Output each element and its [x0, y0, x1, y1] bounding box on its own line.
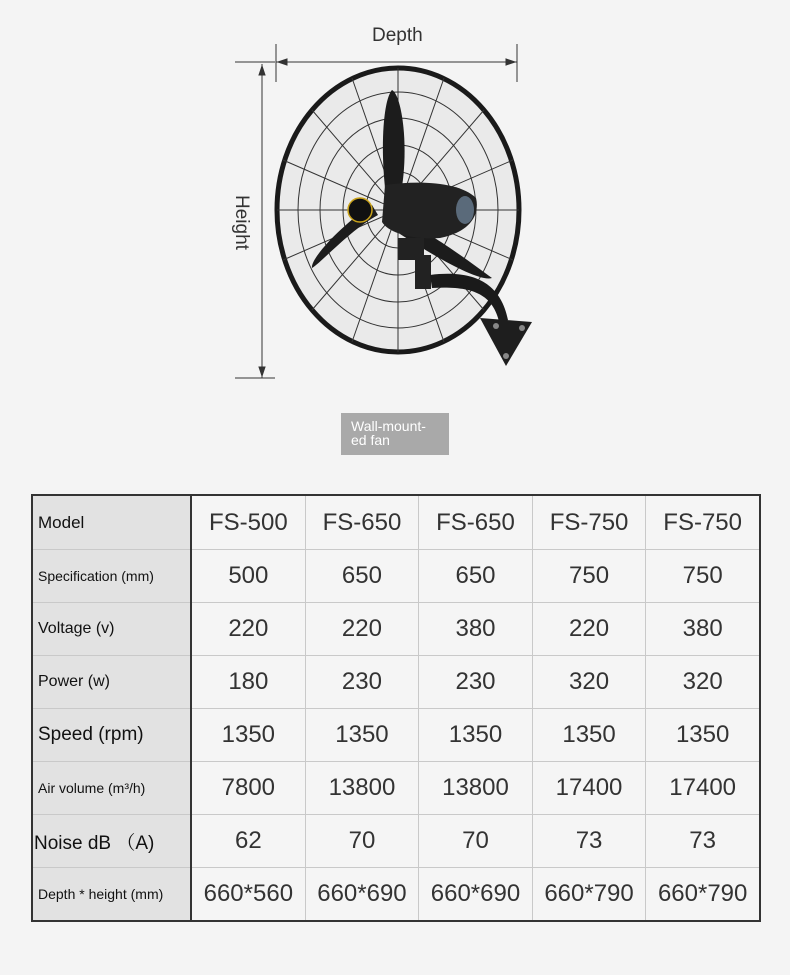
table-cell: 1350	[532, 709, 646, 762]
table-row	[32, 550, 760, 603]
table-cell: 650	[419, 550, 533, 603]
table-cell: 380	[419, 603, 533, 656]
table-cell: 73	[532, 815, 646, 868]
table-cell: 13800	[305, 762, 419, 815]
fan-illustration	[0, 0, 790, 470]
table-cell: 180	[191, 656, 305, 709]
table-cell: 230	[419, 656, 533, 709]
row-label-depth-height: Depth * height (mm)	[32, 868, 191, 922]
product-caption: Wall-mount- ed fan	[341, 413, 449, 455]
row-label-air-volume: Air volume (m³/h)	[32, 762, 191, 815]
table-cell: 220	[532, 603, 646, 656]
table-cell: FS-650	[419, 495, 533, 550]
table-row	[32, 815, 760, 868]
table-cell: 70	[419, 815, 533, 868]
table-cell: 660*690	[419, 868, 533, 922]
table-cell: 320	[532, 656, 646, 709]
table-row	[32, 868, 760, 922]
table-cell: 660*690	[305, 868, 419, 922]
row-label-speed: Speed (rpm)	[32, 709, 191, 762]
depth-label: Depth	[372, 25, 423, 46]
table-cell: 7800	[191, 762, 305, 815]
table-row	[32, 762, 760, 815]
table-cell: 1350	[646, 709, 760, 762]
height-label: Height	[231, 195, 252, 250]
table-cell: 320	[646, 656, 760, 709]
table-cell: 17400	[646, 762, 760, 815]
table-row	[32, 495, 760, 550]
table-cell: 660*790	[646, 868, 760, 922]
table-cell: 73	[646, 815, 760, 868]
row-label-noise: Noise dB （A)	[32, 815, 191, 868]
table-row	[32, 656, 760, 709]
table-cell: FS-750	[532, 495, 646, 550]
table-cell: 750	[532, 550, 646, 603]
table-cell: 62	[191, 815, 305, 868]
row-label-voltage: Voltage (v)	[32, 603, 191, 656]
table-cell: 17400	[532, 762, 646, 815]
row-label-model: Model	[32, 495, 191, 550]
row-label-specification: Specification (mm)	[32, 550, 191, 603]
product-figure	[0, 0, 790, 470]
table-cell: FS-650	[305, 495, 419, 550]
table-cell: 1350	[191, 709, 305, 762]
spec-table	[31, 494, 761, 922]
table-cell: 70	[305, 815, 419, 868]
table-cell: 650	[305, 550, 419, 603]
table-cell: 220	[305, 603, 419, 656]
table-row	[32, 603, 760, 656]
table-cell: 500	[191, 550, 305, 603]
table-cell: 660*790	[532, 868, 646, 922]
table-cell: FS-750	[646, 495, 760, 550]
table-cell: 660*560	[191, 868, 305, 922]
table-cell: 1350	[419, 709, 533, 762]
table-cell: 750	[646, 550, 760, 603]
table-cell: FS-500	[191, 495, 305, 550]
table-cell: 13800	[419, 762, 533, 815]
table-row	[32, 709, 760, 762]
row-label-power: Power (w)	[32, 656, 191, 709]
table-cell: 230	[305, 656, 419, 709]
table-cell: 380	[646, 603, 760, 656]
table-cell: 220	[191, 603, 305, 656]
table-cell: 1350	[305, 709, 419, 762]
